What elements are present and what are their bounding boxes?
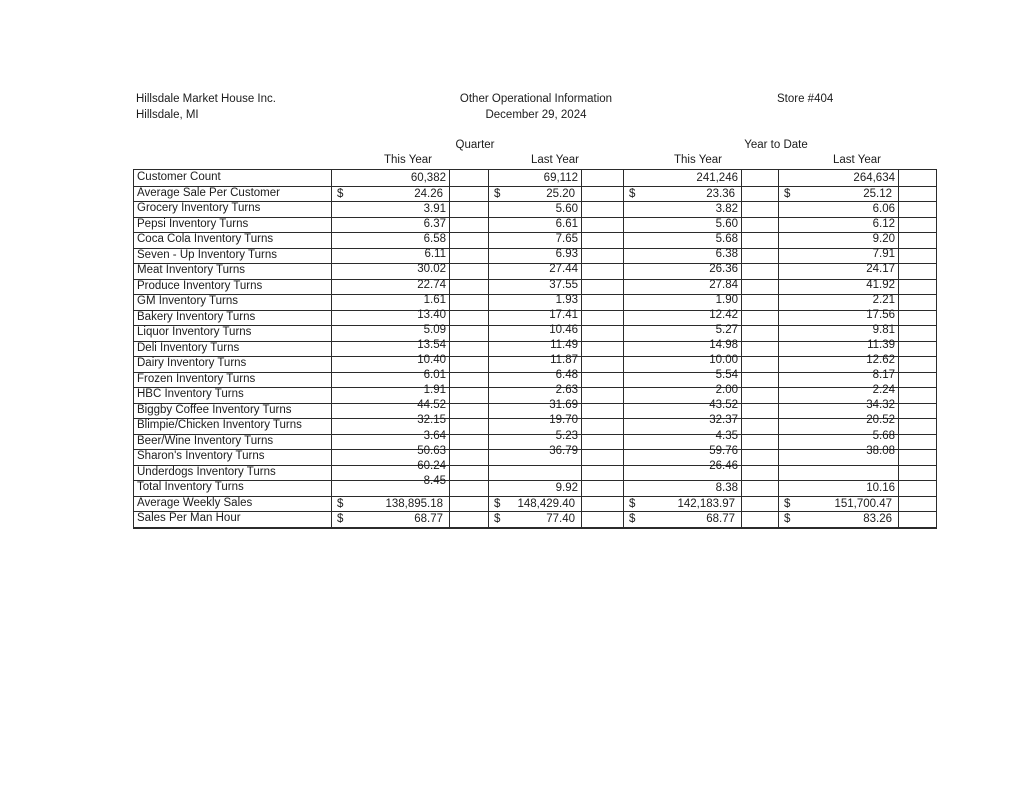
cell-value: 10.16 — [866, 482, 895, 494]
cell-value: 8.38 — [715, 482, 738, 494]
cell-value: 5.60 — [555, 203, 578, 215]
cell-value: 34.32 — [866, 399, 895, 412]
cell-value: 151,700.47 — [834, 497, 892, 510]
cell-value: 10.40 — [417, 354, 446, 366]
cell-value: 5.68 — [715, 233, 738, 246]
cell-value: 6.37 — [423, 218, 446, 231]
cell-value: 83.26 — [863, 513, 892, 525]
cell-value: 6.93 — [555, 248, 578, 261]
cell-value: 68.77 — [706, 513, 735, 525]
cell-value: 10.46 — [549, 323, 578, 336]
cell-value: 3.82 — [715, 203, 738, 215]
cell-value: 36.79 — [549, 444, 578, 457]
cell-value: 11.49 — [550, 338, 578, 351]
column-group-quarter: Quarter — [455, 139, 495, 151]
row-label: HBC Inventory Turns — [137, 388, 244, 400]
cell-value: 26.36 — [709, 263, 738, 276]
row-label: Sales Per Man Hour — [137, 512, 241, 524]
cell-value: 19.70 — [549, 414, 578, 427]
cell-value: 77.40 — [546, 513, 575, 525]
cell-value: 37.55 — [549, 278, 578, 291]
cell-value: 5.09 — [423, 323, 446, 336]
cell-value: 32.37 — [709, 414, 738, 427]
cell-value: 5.68 — [872, 429, 895, 442]
cell-value: 8.17 — [872, 369, 895, 382]
dollar-sign: $ — [337, 497, 344, 510]
row-label: Bakery Inventory Turns — [137, 310, 256, 323]
cell-value: 24.17 — [866, 263, 895, 276]
row-label: Biggby Coffee Inventory Turns — [137, 403, 292, 416]
company-name: Hillsdale Market House Inc. — [136, 93, 276, 105]
grid-line-v — [449, 170, 450, 527]
dollar-sign: $ — [629, 513, 636, 525]
dollar-sign: $ — [629, 497, 636, 510]
cell-value: 43.52 — [709, 399, 738, 412]
cell-value: 14.98 — [709, 338, 738, 351]
row-label: Meat Inventory Turns — [137, 264, 246, 276]
row-label: Beer/Wine Inventory Turns — [137, 434, 274, 447]
cell-value: 6.58 — [423, 233, 446, 246]
dollar-sign: $ — [494, 187, 501, 200]
cell-value: 11.87 — [550, 354, 578, 366]
row-label: Dairy Inventory Turns — [137, 357, 247, 369]
cell-value: 27.84 — [709, 278, 738, 291]
cell-value: 60.24 — [417, 459, 446, 472]
cell-value: 30.02 — [417, 263, 446, 276]
dollar-sign: $ — [784, 513, 791, 525]
cell-value: 6.38 — [715, 248, 738, 261]
cell-value: 68.77 — [414, 513, 443, 525]
row-label: Pepsi Inventory Turns — [137, 217, 249, 230]
cell-value: 26.46 — [709, 459, 738, 472]
dollar-sign: $ — [494, 497, 501, 510]
cell-value: 5.27 — [715, 323, 738, 336]
cell-value: 5.60 — [715, 218, 738, 231]
cell-value: 2.24 — [872, 384, 895, 397]
cell-value: 1.91 — [423, 384, 446, 397]
row-label: Seven - Up Inventory Turns — [137, 248, 277, 261]
row-label: Grocery Inventory Turns — [137, 202, 261, 214]
cell-value: 11.39 — [867, 338, 895, 351]
cell-value: 38.08 — [866, 444, 895, 457]
dollar-sign: $ — [784, 187, 791, 200]
cell-value: 1.61 — [423, 293, 446, 306]
cell-value: 6.01 — [423, 369, 446, 382]
cell-value: 9.20 — [872, 233, 895, 246]
cell-value: 138,895.18 — [385, 497, 443, 510]
cell-value: 3.91 — [423, 203, 446, 215]
cell-value: 12.62 — [866, 354, 895, 366]
cell-value: 27.44 — [549, 263, 578, 276]
grid-line-v — [741, 170, 742, 527]
dollar-sign: $ — [337, 187, 344, 200]
cell-value: 69,112 — [543, 172, 578, 184]
cell-value: 6.11 — [424, 248, 446, 261]
cell-value: 50.63 — [417, 444, 446, 457]
cell-value: 2.00 — [715, 384, 738, 397]
row-label: Average Sale Per Customer — [137, 186, 280, 199]
cell-value: 7.65 — [555, 233, 578, 246]
cell-value: 6.61 — [555, 218, 578, 231]
row-label: Deli Inventory Turns — [137, 341, 240, 354]
dollar-sign: $ — [784, 497, 791, 510]
row-label: Blimpie/Chicken Inventory Turns — [137, 419, 302, 431]
cell-value: 241,246 — [696, 172, 738, 184]
cell-value: 59.76 — [709, 444, 738, 457]
cell-value: 25.12 — [863, 187, 892, 200]
subheader-ytd-last-year: Last Year — [833, 154, 881, 166]
cell-value: 6.48 — [555, 369, 578, 382]
subheader-quarter-last-year: Last Year — [531, 154, 579, 166]
row-label: Average Weekly Sales — [137, 496, 253, 509]
report-title: Other Operational Information — [459, 93, 613, 105]
cell-value: 20.52 — [866, 414, 895, 427]
cell-value: 264,634 — [853, 172, 895, 184]
cell-value: 13.40 — [417, 308, 446, 321]
subheader-ytd-this-year: This Year — [674, 154, 722, 166]
cell-value: 7.91 — [872, 248, 895, 261]
cell-value: 10.00 — [709, 354, 738, 366]
cell-value: 9.92 — [555, 482, 578, 494]
cell-value: 31.69 — [549, 399, 578, 412]
report-date: December 29, 2024 — [485, 108, 587, 121]
row-label: Coca Cola Inventory Turns — [137, 233, 274, 245]
cell-value: 2.63 — [555, 384, 578, 397]
cell-value: 1.93 — [555, 293, 578, 306]
cell-value: 142,183.97 — [677, 497, 735, 510]
dollar-sign: $ — [494, 513, 501, 525]
cell-value: 6.12 — [872, 218, 895, 231]
cell-value: 32.15 — [417, 414, 446, 427]
cell-value: 12.42 — [709, 308, 738, 321]
row-label: Underdogs Inventory Turns — [137, 465, 276, 478]
cell-value: 24.26 — [414, 187, 443, 200]
cell-value: 1.90 — [715, 293, 738, 306]
cell-value: 41.92 — [866, 278, 895, 291]
cell-value: 9.81 — [872, 323, 895, 336]
cell-value: 13.54 — [417, 338, 446, 351]
cell-value: 17.56 — [866, 308, 895, 321]
cell-value: 5.54 — [715, 369, 738, 382]
cell-value: 44.52 — [417, 399, 446, 412]
grid-line-v — [581, 170, 582, 527]
row-label: Total Inventory Turns — [137, 481, 244, 493]
grid-line-v — [898, 170, 899, 527]
store-number: Store #404 — [777, 93, 834, 105]
cell-value: 4.35 — [715, 429, 738, 442]
cell-value: 25.20 — [546, 187, 575, 200]
row-label: Liquor Inventory Turns — [137, 326, 252, 338]
cell-value: 2.21 — [872, 293, 895, 306]
column-group-year-to-date: Year to Date — [744, 139, 808, 151]
cell-value: 3.64 — [423, 429, 446, 442]
row-label: Frozen Inventory Turns — [137, 372, 256, 385]
report-table — [133, 169, 937, 529]
cell-value: 22.74 — [417, 278, 446, 291]
dollar-sign: $ — [629, 187, 636, 200]
subheader-quarter-this-year: This Year — [384, 154, 432, 166]
row-label: Sharon's Inventory Turns — [137, 450, 265, 462]
row-label: GM Inventory Turns — [137, 295, 238, 307]
row-label: Customer Count — [137, 171, 221, 183]
cell-value: 17.41 — [549, 308, 578, 321]
cell-value: 60,382 — [410, 172, 446, 184]
cell-value: 6.06 — [872, 203, 895, 215]
cell-value: 5.23 — [555, 429, 578, 442]
dollar-sign: $ — [337, 513, 344, 525]
company-location: Hillsdale, MI — [136, 108, 199, 121]
row-label: Produce Inventory Turns — [137, 279, 263, 292]
cell-value: 8.45 — [423, 474, 446, 487]
cell-value: 23.36 — [706, 187, 735, 200]
cell-value: 148,429.40 — [517, 497, 575, 510]
